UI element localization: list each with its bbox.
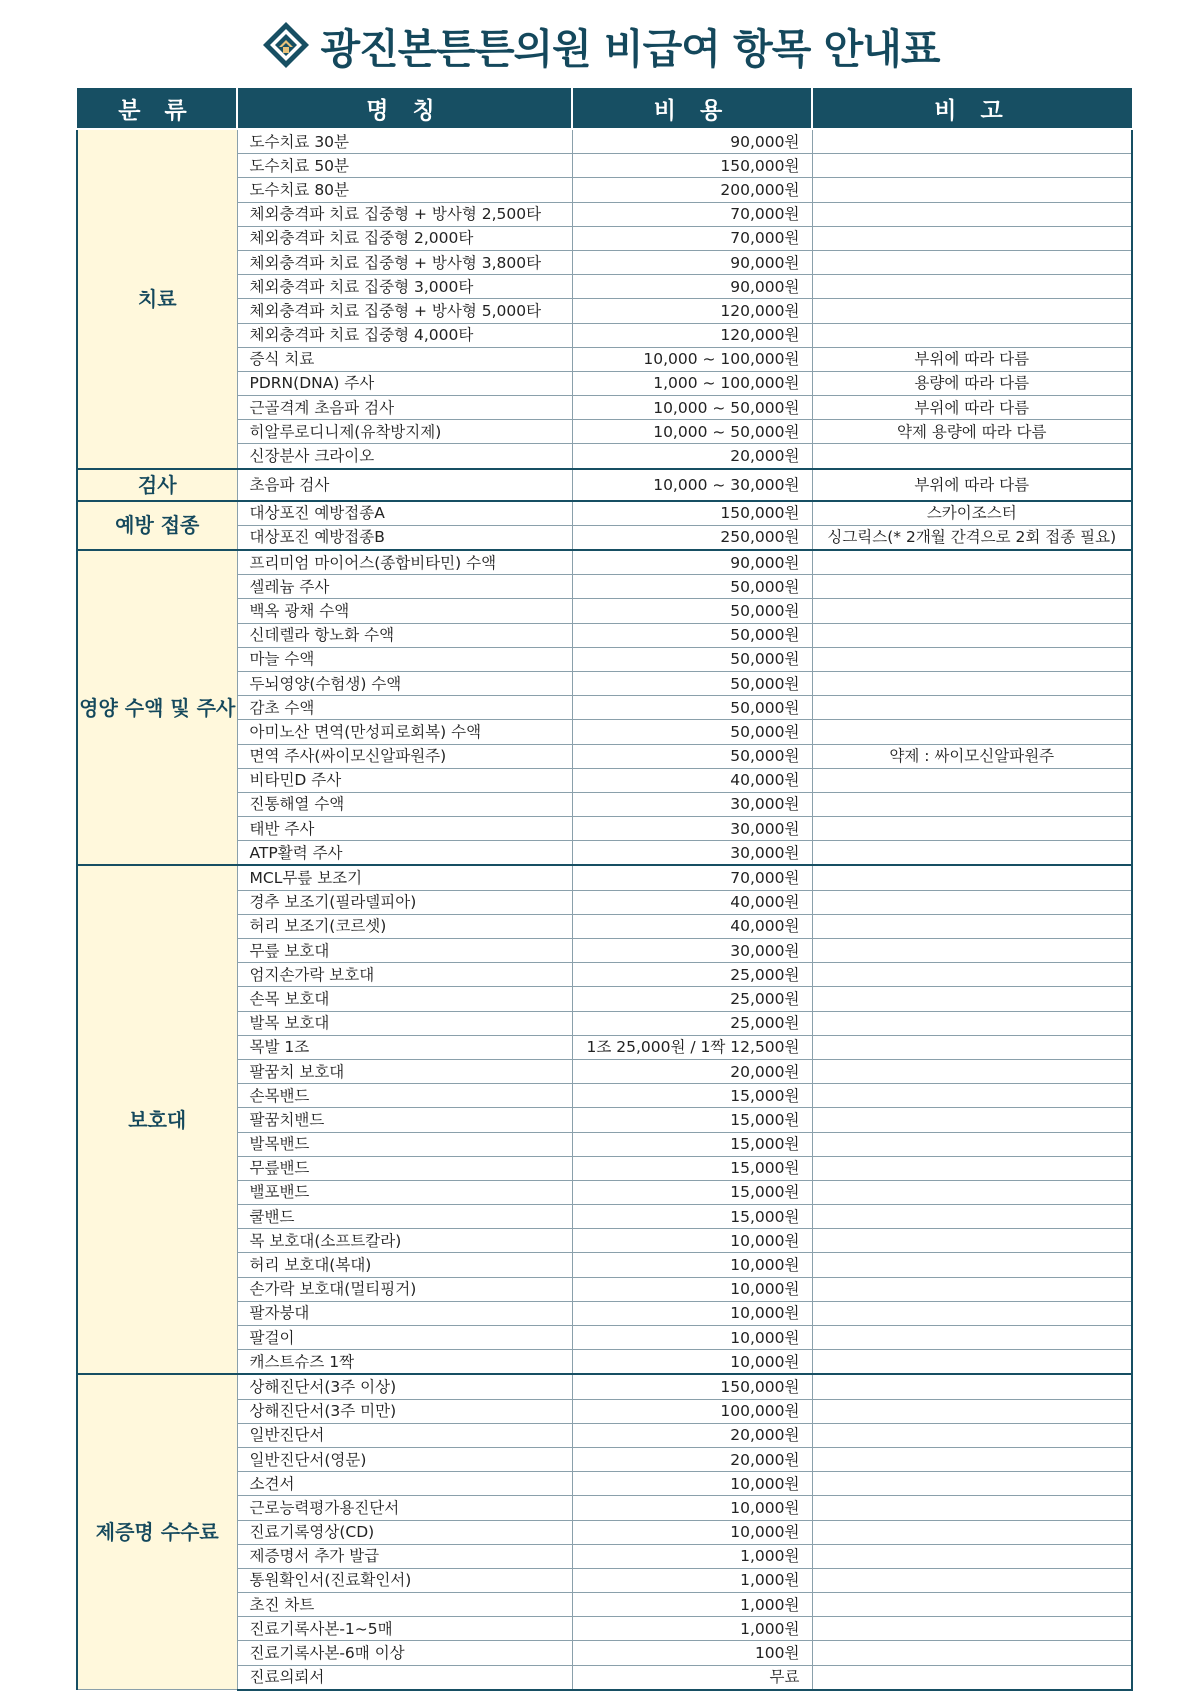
- item-cost: 90,000원: [572, 275, 812, 299]
- table-row: [77, 1374, 1132, 1399]
- item-name: 아미노산 면역(만성피로회복) 수액: [237, 720, 572, 744]
- item-cost: 1,000 ~ 100,000원: [572, 371, 812, 395]
- item-cost: 10,000원: [572, 1253, 812, 1277]
- item-note: [812, 671, 1132, 695]
- item-note: [812, 1399, 1132, 1423]
- item-cost: 25,000원: [572, 1011, 812, 1035]
- item-name: 체외충격파 치료 집중형 4,000타: [237, 323, 572, 347]
- item-cost: 20,000원: [572, 1423, 812, 1447]
- item-note: [812, 1156, 1132, 1180]
- item-note: [812, 696, 1132, 720]
- item-note: [812, 202, 1132, 226]
- item-cost: 15,000원: [572, 1084, 812, 1108]
- item-note: [812, 1035, 1132, 1059]
- item-name: 진통해열 수액: [237, 792, 572, 816]
- item-cost: 100원: [572, 1641, 812, 1665]
- item-note: 용량에 따라 다름: [812, 371, 1132, 395]
- header-note: 비 고: [812, 88, 1132, 129]
- table-body: [77, 129, 1132, 1690]
- item-note: [812, 1423, 1132, 1447]
- item-name: 팔걸이: [237, 1326, 572, 1350]
- item-name: 체외충격파 치료 집중형 2,000타: [237, 226, 572, 250]
- item-note: [812, 1132, 1132, 1156]
- item-note: [812, 129, 1132, 154]
- item-name: 백옥 광채 수액: [237, 599, 572, 623]
- item-cost: 25,000원: [572, 987, 812, 1011]
- item-cost: 25,000원: [572, 963, 812, 987]
- item-cost: 90,000원: [572, 550, 812, 575]
- item-name: 프리미엄 마이어스(종합비타민) 수액: [237, 550, 572, 575]
- item-name: 신데렐라 항노화 수액: [237, 623, 572, 647]
- item-name: 근로능력평가용진단서: [237, 1496, 572, 1520]
- table-row: [77, 501, 1132, 526]
- item-cost: 250,000원: [572, 525, 812, 550]
- item-note: [812, 1229, 1132, 1253]
- item-name: 손가락 보호대(멀티핑거): [237, 1277, 572, 1301]
- header-category: 분 류: [77, 88, 237, 129]
- table-row: [77, 469, 1132, 501]
- item-note: [812, 1665, 1132, 1690]
- item-cost: 50,000원: [572, 575, 812, 599]
- item-name: ATP활력 주사: [237, 841, 572, 866]
- item-note: [812, 914, 1132, 938]
- item-note: [812, 720, 1132, 744]
- item-note: [812, 1496, 1132, 1520]
- item-name: 엄지손가락 보호대: [237, 963, 572, 987]
- item-cost: 1,000원: [572, 1544, 812, 1568]
- item-name: 발목 보호대: [237, 1011, 572, 1035]
- item-note: [812, 1205, 1132, 1229]
- item-name: 발목밴드: [237, 1132, 572, 1156]
- table-row: [77, 865, 1132, 890]
- fee-table: [76, 88, 1133, 1691]
- item-cost: 15,000원: [572, 1205, 812, 1229]
- item-name: 통원확인서(진료확인서): [237, 1568, 572, 1592]
- item-note: [812, 250, 1132, 274]
- clinic-logo-icon: [261, 20, 311, 70]
- item-cost: 50,000원: [572, 599, 812, 623]
- item-note: [812, 890, 1132, 914]
- item-cost: 1,000원: [572, 1568, 812, 1592]
- item-note: 약제 : 싸이모신알파원주: [812, 744, 1132, 768]
- item-name: 초음파 검사: [237, 469, 572, 501]
- item-cost: 10,000원: [572, 1229, 812, 1253]
- item-name: 증식 치료: [237, 347, 572, 371]
- item-cost: 20,000원: [572, 444, 812, 469]
- item-name: 진료기록사본-1~5매: [237, 1617, 572, 1641]
- item-note: [812, 1011, 1132, 1035]
- category-cell: 치료: [77, 129, 237, 469]
- item-cost: 30,000원: [572, 792, 812, 816]
- item-cost: 30,000원: [572, 817, 812, 841]
- item-cost: 150,000원: [572, 1374, 812, 1399]
- item-note: 싱그릭스(* 2개월 간격으로 2회 접종 필요): [812, 525, 1132, 550]
- item-cost: 50,000원: [572, 744, 812, 768]
- item-name: 두뇌영양(수험생) 수액: [237, 671, 572, 695]
- item-cost: 90,000원: [572, 129, 812, 154]
- item-name: 일반진단서(영문): [237, 1447, 572, 1471]
- item-note: [812, 1180, 1132, 1204]
- item-note: [812, 444, 1132, 469]
- item-note: [812, 323, 1132, 347]
- item-name: 셀레늄 주사: [237, 575, 572, 599]
- item-cost: 15,000원: [572, 1132, 812, 1156]
- item-note: [812, 1374, 1132, 1399]
- item-cost: 15,000원: [572, 1156, 812, 1180]
- item-cost: 50,000원: [572, 647, 812, 671]
- item-name: 체외충격파 치료 집중형 3,000타: [237, 275, 572, 299]
- item-cost: 50,000원: [572, 720, 812, 744]
- item-name: MCL무릎 보조기: [237, 865, 572, 890]
- item-name: 초진 차트: [237, 1593, 572, 1617]
- item-note: [812, 1447, 1132, 1471]
- item-name: PDRN(DNA) 주사: [237, 371, 572, 395]
- item-name: 대상포진 예방접종A: [237, 501, 572, 526]
- item-name: 무릎 보호대: [237, 939, 572, 963]
- item-note: [812, 299, 1132, 323]
- item-name: 상해진단서(3주 미만): [237, 1399, 572, 1423]
- item-name: 일반진단서: [237, 1423, 572, 1447]
- item-name: 쿨밴드: [237, 1205, 572, 1229]
- item-note: [812, 275, 1132, 299]
- item-cost: 50,000원: [572, 623, 812, 647]
- item-cost: 40,000원: [572, 768, 812, 792]
- item-cost: 120,000원: [572, 323, 812, 347]
- item-name: 도수치료 30분: [237, 129, 572, 154]
- item-cost: 1조 25,000원 / 1짝 12,500원: [572, 1035, 812, 1059]
- header-name: 명 칭: [237, 88, 572, 129]
- item-cost: 1,000원: [572, 1593, 812, 1617]
- item-note: [812, 1108, 1132, 1132]
- item-note: [812, 1059, 1132, 1083]
- item-name: 제증명서 추가 발급: [237, 1544, 572, 1568]
- item-note: [812, 963, 1132, 987]
- item-cost: 70,000원: [572, 202, 812, 226]
- item-cost: 40,000원: [572, 890, 812, 914]
- item-name: 비타민D 주사: [237, 768, 572, 792]
- item-note: 부위에 따라 다름: [812, 396, 1132, 420]
- item-note: [812, 768, 1132, 792]
- item-cost: 50,000원: [572, 671, 812, 695]
- item-cost: 10,000 ~ 50,000원: [572, 396, 812, 420]
- category-cell: 영양 수액 및 주사: [77, 550, 237, 865]
- item-name: 체외충격파 치료 집중형 + 방사형 3,800타: [237, 250, 572, 274]
- item-note: 스카이조스터: [812, 501, 1132, 526]
- item-name: 진료기록사본-6매 이상: [237, 1641, 572, 1665]
- item-note: [812, 1568, 1132, 1592]
- item-name: 허리 보호대(복대): [237, 1253, 572, 1277]
- item-name: 도수치료 80분: [237, 178, 572, 202]
- item-name: 손목 보호대: [237, 987, 572, 1011]
- item-name: 태반 주사: [237, 817, 572, 841]
- item-name: 히알루로디니제(유착방지제): [237, 420, 572, 444]
- item-note: [812, 1301, 1132, 1325]
- item-cost: 120,000원: [572, 299, 812, 323]
- item-cost: 30,000원: [572, 841, 812, 866]
- category-cell: 제증명 수수료: [77, 1374, 237, 1689]
- item-note: [812, 623, 1132, 647]
- item-name: 상해진단서(3주 이상): [237, 1374, 572, 1399]
- item-note: [812, 939, 1132, 963]
- item-note: [812, 841, 1132, 866]
- item-note: [812, 1472, 1132, 1496]
- item-name: 손목밴드: [237, 1084, 572, 1108]
- item-note: [812, 1277, 1132, 1301]
- item-cost: 10,000원: [572, 1350, 812, 1375]
- item-cost: 40,000원: [572, 914, 812, 938]
- item-name: 신장분사 크라이오: [237, 444, 572, 469]
- item-name: 감초 수액: [237, 696, 572, 720]
- page-title: 광진본튼튼의원 비급여 항목 안내표: [320, 24, 940, 73]
- item-note: [812, 647, 1132, 671]
- item-name: 도수치료 50분: [237, 154, 572, 178]
- item-cost: 10,000원: [572, 1496, 812, 1520]
- item-name: 근골격계 초음파 검사: [237, 396, 572, 420]
- header-cost: 비 용: [572, 88, 812, 129]
- item-name: 밸포밴드: [237, 1180, 572, 1204]
- item-cost: 10,000원: [572, 1301, 812, 1325]
- item-name: 팔자붕대: [237, 1301, 572, 1325]
- item-cost: 10,000 ~ 50,000원: [572, 420, 812, 444]
- item-note: [812, 1593, 1132, 1617]
- item-name: 대상포진 예방접종B: [237, 525, 572, 550]
- item-note: [812, 1544, 1132, 1568]
- item-note: [812, 599, 1132, 623]
- item-cost: 10,000원: [572, 1277, 812, 1301]
- item-name: 캐스트슈즈 1짝: [237, 1350, 572, 1375]
- item-note: [812, 550, 1132, 575]
- item-note: [812, 1253, 1132, 1277]
- item-note: [812, 154, 1132, 178]
- item-name: 진료의뢰서: [237, 1665, 572, 1690]
- item-name: 목발 1조: [237, 1035, 572, 1059]
- item-cost: 10,000원: [572, 1326, 812, 1350]
- item-cost: 50,000원: [572, 696, 812, 720]
- item-name: 팔꿈치 보호대: [237, 1059, 572, 1083]
- item-cost: 150,000원: [572, 501, 812, 526]
- item-cost: 70,000원: [572, 226, 812, 250]
- item-name: 무릎밴드: [237, 1156, 572, 1180]
- item-name: 면역 주사(싸이모신알파원주): [237, 744, 572, 768]
- item-cost: 1,000원: [572, 1617, 812, 1641]
- item-name: 소견서: [237, 1472, 572, 1496]
- page-header: [0, 10, 1200, 80]
- item-note: [812, 1617, 1132, 1641]
- category-cell: 예방 접종: [77, 501, 237, 550]
- item-note: [812, 226, 1132, 250]
- item-cost: 무료: [572, 1665, 812, 1690]
- item-cost: 10,000 ~ 30,000원: [572, 469, 812, 501]
- item-cost: 15,000원: [572, 1108, 812, 1132]
- table-row: [77, 129, 1132, 154]
- item-name: 진료기록영상(CD): [237, 1520, 572, 1544]
- item-note: [812, 1641, 1132, 1665]
- category-cell: 보호대: [77, 865, 237, 1374]
- item-cost: 20,000원: [572, 1059, 812, 1083]
- item-note: [812, 817, 1132, 841]
- item-note: 부위에 따라 다름: [812, 347, 1132, 371]
- item-note: [812, 575, 1132, 599]
- item-cost: 20,000원: [572, 1447, 812, 1471]
- table-row: [77, 550, 1132, 575]
- item-cost: 15,000원: [572, 1180, 812, 1204]
- item-note: [812, 987, 1132, 1011]
- table-header-row: [77, 88, 1132, 129]
- item-note: 약제 용량에 따라 다름: [812, 420, 1132, 444]
- item-cost: 90,000원: [572, 250, 812, 274]
- item-note: [812, 792, 1132, 816]
- item-note: [812, 1520, 1132, 1544]
- item-note: [812, 1326, 1132, 1350]
- item-note: [812, 178, 1132, 202]
- item-name: 마늘 수액: [237, 647, 572, 671]
- category-cell: 검사: [77, 469, 237, 501]
- item-cost: 10,000원: [572, 1520, 812, 1544]
- item-cost: 150,000원: [572, 154, 812, 178]
- item-name: 체외충격파 치료 집중형 + 방사형 2,500타: [237, 202, 572, 226]
- item-name: 팔꿈치밴드: [237, 1108, 572, 1132]
- item-cost: 200,000원: [572, 178, 812, 202]
- item-note: [812, 865, 1132, 890]
- item-name: 허리 보조기(코르셋): [237, 914, 572, 938]
- item-name: 경추 보조기(필라델피아): [237, 890, 572, 914]
- item-note: 부위에 따라 다름: [812, 469, 1132, 501]
- item-cost: 30,000원: [572, 939, 812, 963]
- item-name: 목 보호대(소프트칼라): [237, 1229, 572, 1253]
- item-cost: 10,000원: [572, 1472, 812, 1496]
- item-cost: 10,000 ~ 100,000원: [572, 347, 812, 371]
- item-cost: 100,000원: [572, 1399, 812, 1423]
- item-name: 체외충격파 치료 집중형 + 방사형 5,000타: [237, 299, 572, 323]
- item-note: [812, 1350, 1132, 1375]
- item-cost: 70,000원: [572, 865, 812, 890]
- item-note: [812, 1084, 1132, 1108]
